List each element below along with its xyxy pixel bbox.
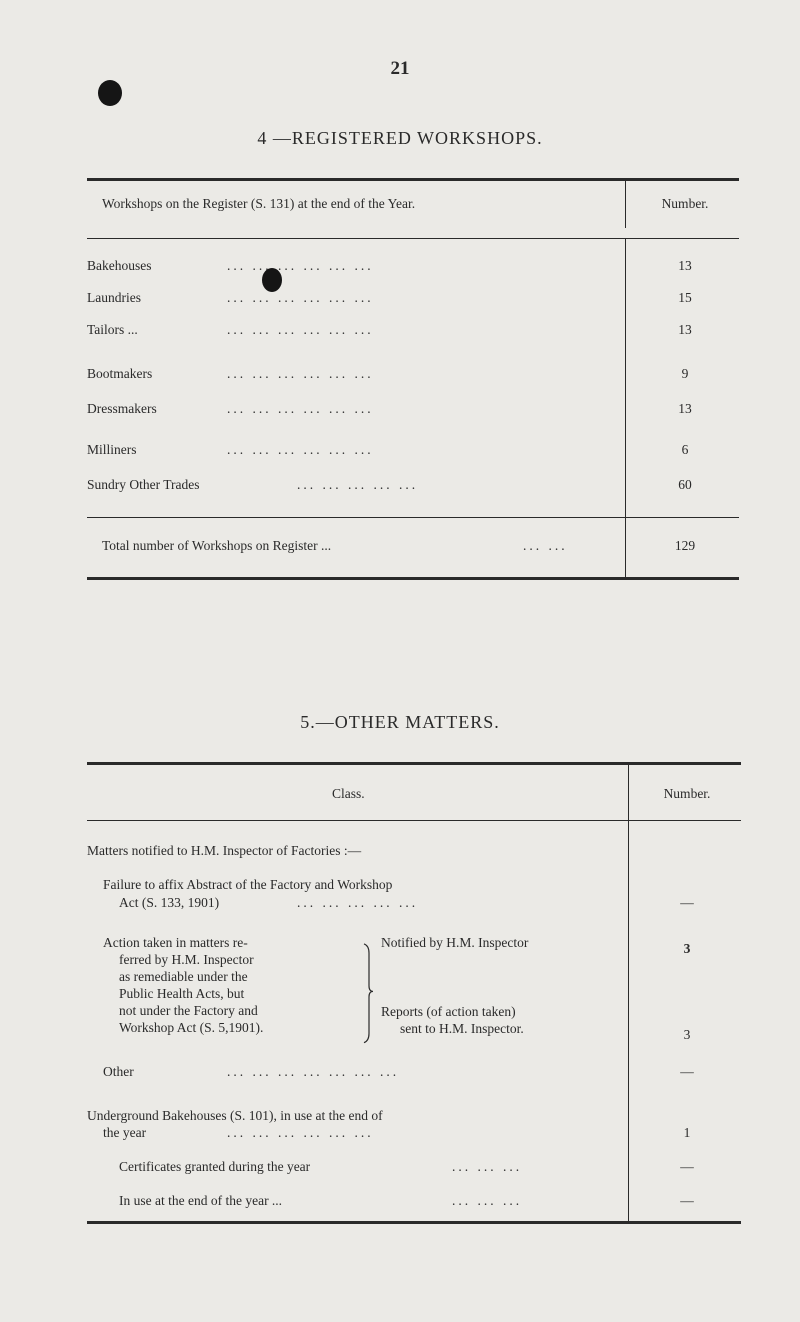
action-line: not under the Factory and	[119, 1003, 258, 1018]
other-label: Other	[103, 1064, 134, 1079]
table-bottom-rule	[87, 577, 739, 580]
header-rule	[87, 820, 741, 821]
table-top-rule	[87, 762, 741, 765]
action-line: ferred by H.M. Inspector	[119, 952, 254, 967]
reports-value: 3	[683, 1027, 691, 1042]
row-label: Dressmakers	[87, 401, 157, 416]
action-line: Workshop Act (S. 5,1901).	[119, 1020, 264, 1035]
row-label: Tailors ...	[87, 322, 138, 337]
page-number: 21	[390, 58, 410, 79]
notified-label: Notified by H.M. Inspector	[381, 935, 529, 950]
leader-dots: ... ... ... ... ... ...	[227, 322, 374, 337]
column-header-number: Number.	[663, 786, 711, 801]
failure-label-line1: Failure to affix Abstract of the Factory and Workshop	[103, 877, 393, 892]
section-4-title: 4 —REGISTERED WORKSHOPS.	[257, 128, 543, 148]
row-value: 13	[678, 322, 692, 337]
leader-dots: ... ... ... ... ...	[297, 477, 419, 492]
row-value: 9	[681, 366, 689, 381]
column-divider	[625, 180, 626, 228]
action-line: Action taken in matters re-	[103, 935, 248, 950]
section-5-title: 5.—OTHER MATTERS.	[300, 712, 500, 732]
header-rule	[87, 238, 739, 239]
row-value: 6	[681, 442, 689, 457]
column-header-number: Number.	[661, 196, 709, 211]
matters-heading: Matters notified to H.M. Inspector of Factories :—	[87, 843, 362, 858]
column-header-class: Class.	[332, 786, 365, 801]
certificates-value: —	[680, 1159, 694, 1174]
table-bottom-rule	[87, 1221, 741, 1224]
row-label: Sundry Other Trades	[87, 477, 200, 492]
leader-dots: ... ... ... ... ... ...	[227, 442, 374, 457]
leader-dots: ... ... ... ... ... ...	[227, 366, 374, 381]
leader-dots: ... ... ... ... ... ...	[227, 258, 374, 273]
row-label: Bootmakers	[87, 366, 153, 381]
leader-dots: ... ...	[523, 538, 568, 553]
row-value: 13	[678, 258, 692, 273]
reports-label-line1: Reports (of action taken)	[381, 1004, 516, 1019]
column-divider	[625, 510, 626, 578]
in-use-value: —	[680, 1193, 694, 1208]
leader-dots: ... ... ...	[452, 1193, 523, 1208]
other-value: —	[680, 1064, 694, 1079]
action-line: Public Health Acts, but	[119, 986, 245, 1001]
notified-value: 3	[683, 941, 691, 956]
leader-dots: ... ... ... ... ... ...	[227, 1125, 374, 1140]
total-rule	[87, 517, 739, 518]
in-use-label: In use at the end of the year ...	[119, 1193, 283, 1208]
total-value: 129	[674, 538, 696, 553]
row-label: Laundries	[87, 290, 141, 305]
column-divider	[628, 764, 629, 1222]
brace-bracket	[363, 942, 373, 1050]
leader-dots: ... ... ... ... ... ... ...	[227, 1064, 400, 1079]
leader-dots: ... ... ... ... ...	[297, 895, 419, 910]
action-line: as remediable under the	[119, 969, 248, 984]
underground-label-line1: Underground Bakehouses (S. 101), in use at the end of	[87, 1108, 383, 1123]
reports-label-line2: sent to H.M. Inspector.	[400, 1021, 524, 1036]
total-label: Total number of Workshops on Register ...	[102, 538, 332, 553]
column-header-workshops: Workshops on the Register (S. 131) at the end of the Year.	[102, 196, 416, 211]
failure-label-line2: Act (S. 133, 1901)	[119, 895, 220, 910]
row-label: Milliners	[87, 442, 137, 457]
leader-dots: ... ... ...	[452, 1159, 523, 1174]
row-value: 60	[678, 477, 692, 492]
row-value: 13	[678, 401, 692, 416]
ink-blot	[98, 80, 122, 106]
certificates-label: Certificates granted during the year	[119, 1159, 311, 1174]
leader-dots: ... ... ... ... ... ...	[227, 401, 374, 416]
table-top-rule	[87, 178, 739, 181]
row-label: Bakehouses	[87, 258, 152, 273]
leader-dots: ... ... ... ... ... ...	[227, 290, 374, 305]
failure-value: —	[680, 895, 694, 910]
underground-value: 1	[683, 1125, 691, 1140]
row-value: 15	[678, 290, 692, 305]
underground-label-line2: the year	[103, 1125, 147, 1140]
column-divider	[625, 238, 626, 510]
